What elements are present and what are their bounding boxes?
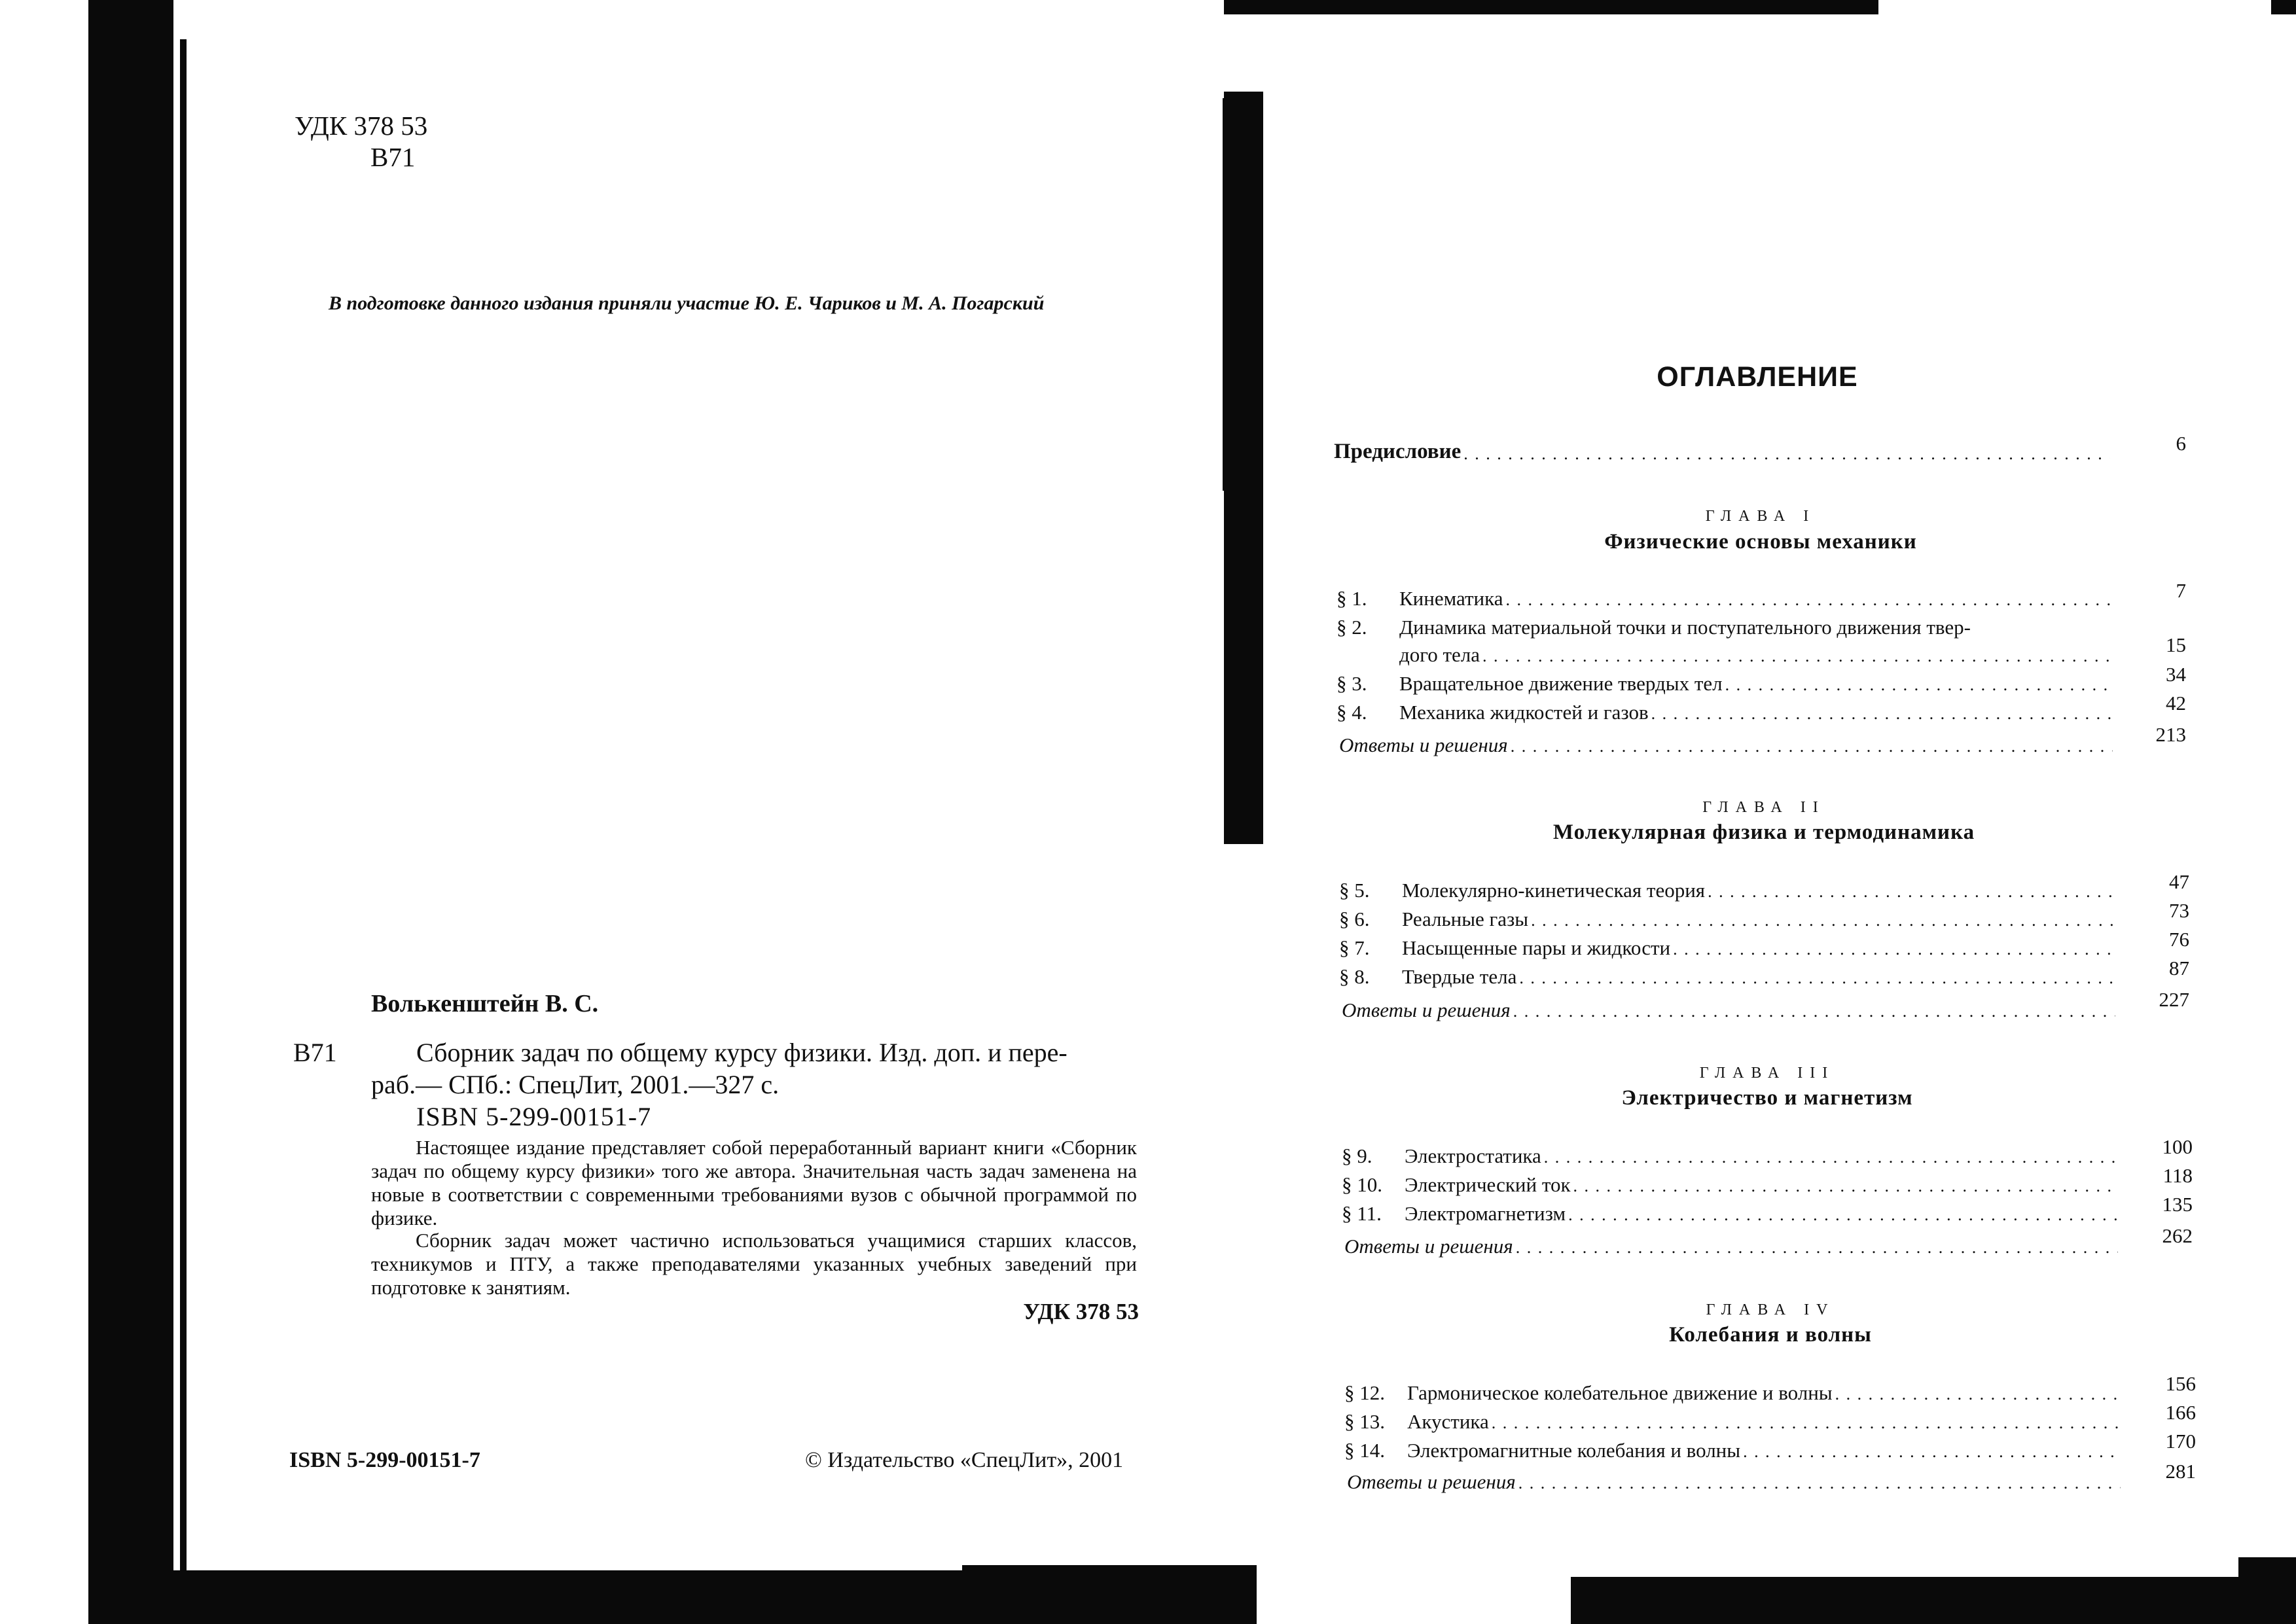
toc-entry-page: 227 (2159, 988, 2189, 1011)
leader-dots (1482, 648, 2113, 665)
toc-entry-label: Электрический ток (1405, 1173, 1571, 1196)
toc-entry-answers[interactable] (1344, 1236, 2121, 1256)
scan-left-edge (0, 0, 88, 1624)
chapter-label: ГЛАВА I (1705, 508, 1816, 525)
scan-gutter-top (1223, 98, 1262, 491)
leader-dots (1835, 1386, 2121, 1403)
toc-entry-label: Предисловие (1334, 440, 1462, 463)
leader-dots (1519, 970, 2115, 987)
toc-entry-label: Насыщенные пары и жидкости (1402, 936, 1671, 959)
toc-entry-label: дого тела (1399, 643, 1480, 666)
toc-entry[interactable] (1344, 1440, 2123, 1460)
toc-entry-page: 281 (2165, 1460, 2196, 1483)
toc-entry-page: 118 (2162, 1164, 2193, 1187)
toc-entry-answers[interactable] (1347, 1472, 2123, 1492)
toc-entry[interactable] (1336, 702, 2115, 722)
leader-dots (1568, 1207, 2118, 1224)
toc-entry-label: Динамика материальной точки и поступательного движения твер- (1399, 616, 1971, 639)
toc-entry-label: Электростатика (1405, 1144, 1541, 1167)
section-number: § 8. (1339, 965, 1370, 988)
toc-entry-label: Ответы и решения (1347, 1470, 1516, 1493)
toc-entry-label: Ответы и решения (1342, 998, 1511, 1021)
toc-entry-page: 7 (2176, 579, 2186, 602)
section-number: § 7. (1339, 936, 1370, 959)
scan-right-edge (2271, 0, 2296, 14)
toc-entry-page: 262 (2162, 1224, 2193, 1247)
abstract-paragraph-1: Настоящее издание представляет собой переработанный вариант книги «Сборник задач по общему курсу физики» того же автора. Значительная часть задач заменена на новые в соответствии с современными требованиями вузов с обычной программой по физике. (371, 1136, 1137, 1229)
toc-entry-page: 170 (2165, 1430, 2196, 1453)
library-code-top: В71 (370, 142, 416, 172)
toc-entry-label: Кинематика (1399, 587, 1503, 610)
toc-entry-continued[interactable] (1399, 644, 2115, 665)
toc-entry[interactable] (1344, 1383, 2123, 1403)
section-number: § 9. (1342, 1144, 1372, 1167)
toc-entry-label: Реальные газы (1402, 908, 1529, 930)
copyright: © Издательство «СпецЛит», 2001 (805, 1448, 1124, 1472)
chapter-title: Электричество и магнетизм (1621, 1086, 1913, 1110)
leader-dots (1544, 1149, 2118, 1166)
chapter-label: ГЛАВА III (1699, 1065, 1835, 1082)
author-name: Волькенштейн В. С. (371, 990, 599, 1017)
scan-bottom-center (962, 1565, 1257, 1624)
toc-title: ОГЛАВЛЕНИЕ (1657, 361, 1858, 393)
toc-entry[interactable] (1336, 673, 2115, 694)
toc-entry-page: 34 (2166, 663, 2186, 686)
toc-entry-answers[interactable] (1339, 735, 2115, 755)
abstract-paragraph-2: Сборник задач может частично использоваться учащимися старших классов, техникумов и ПТУ, а также преподавателями указанных учебных заведений при подготовке к занятиям. (371, 1229, 1137, 1299)
scan-left-inner-line (180, 39, 187, 1583)
chapter-title: Колебания и волны (1669, 1323, 1872, 1347)
section-number: § 12. (1344, 1381, 1385, 1404)
section-number: § 10. (1342, 1173, 1382, 1196)
contributors-note: В подготовке данного издания приняли участие Ю. Е. Чариков и М. А. Погарский (329, 292, 1045, 314)
toc-entry[interactable] (1339, 966, 2118, 987)
toc-entry-label: Ответы и решения (1344, 1235, 1513, 1258)
udk-bottom: УДК 378 53 (1023, 1299, 1139, 1324)
toc-entry[interactable] (1336, 588, 2115, 609)
section-number: § 4. (1336, 701, 1367, 724)
chapter-label: ГЛАВА II (1702, 799, 1825, 816)
toc-entry-page: 47 (2169, 870, 2189, 893)
scan-left-border (88, 0, 173, 1624)
leader-dots (1516, 1239, 2118, 1256)
toc-entry[interactable] (1342, 1146, 2121, 1166)
leader-dots (1573, 1178, 2118, 1195)
section-number: § 2. (1336, 616, 1367, 639)
toc-entry-page: 87 (2169, 957, 2189, 980)
leader-dots (1651, 705, 2113, 722)
section-number: § 1. (1336, 587, 1367, 610)
section-number: § 3. (1336, 672, 1367, 695)
chapter-title: Молекулярная физика и термодинамика (1552, 821, 1975, 844)
leader-dots (1492, 1415, 2121, 1432)
chapter-label: ГЛАВА IV (1706, 1301, 1835, 1318)
leader-dots (1505, 591, 2113, 609)
toc-entry-label: Гармоническое колебательное движение и волны (1407, 1381, 1833, 1404)
leader-dots (1725, 677, 2113, 694)
toc-entry[interactable] (1339, 938, 2118, 958)
toc-entry-label: Акустика (1407, 1410, 1489, 1433)
udk-top: УДК 378 53 (295, 111, 428, 141)
scan-bottom-right (1571, 1577, 2296, 1624)
section-number: § 6. (1339, 908, 1370, 930)
toc-entry-page: 42 (2166, 692, 2186, 715)
toc-entry-page: 76 (2169, 928, 2189, 951)
toc-entry[interactable] (1342, 1203, 2121, 1224)
leader-dots (1511, 738, 2113, 755)
toc-entry[interactable] (1342, 1174, 2121, 1195)
toc-entry-page: 6 (2176, 432, 2186, 455)
toc-entry[interactable] (1344, 1411, 2123, 1432)
library-code: В71 (293, 1038, 337, 1067)
leader-dots (1518, 1475, 2121, 1492)
scan-right-corner (2238, 1557, 2296, 1624)
leader-dots (1743, 1443, 2121, 1460)
leader-dots (1673, 941, 2115, 958)
book-title-line2: раб.— СПб.: СпецЛит, 2001.—327 с. (371, 1070, 780, 1099)
chapter-title: Физические основы механики (1604, 530, 1917, 554)
toc-entry[interactable] (1336, 617, 2115, 637)
toc-entry-label: Твердые тела (1402, 965, 1517, 988)
leader-dots (1531, 912, 2115, 929)
scan-gutter-mid (1230, 641, 1257, 772)
toc-entry-label: Электромагнитные колебания и волны (1407, 1439, 1741, 1462)
isbn-footer: ISBN 5-299-00151-7 (289, 1448, 480, 1472)
toc-entry-page: 73 (2169, 899, 2189, 922)
toc-entry-preface[interactable] (1334, 441, 2113, 463)
leader-dots (1708, 883, 2115, 900)
leader-dots (1463, 446, 2110, 463)
toc-entry-page: 15 (2166, 633, 2186, 656)
section-number: § 11. (1342, 1202, 1382, 1225)
toc-entry-page: 135 (2162, 1193, 2193, 1216)
toc-entry-answers[interactable] (1342, 1000, 2118, 1020)
toc-entry-page: 166 (2165, 1401, 2196, 1424)
book-title-line1: Сборник задач по общему курсу физики. Изд. доп. и пере- (416, 1038, 1067, 1067)
toc-entry-label: Молекулярно-кинетическая теория (1402, 879, 1706, 902)
toc-entry-page: 100 (2162, 1135, 2193, 1158)
toc-entry-label: Вращательное движение твердых тел (1399, 672, 1723, 695)
leader-dots (1513, 1003, 2115, 1020)
section-number: § 13. (1344, 1410, 1385, 1433)
toc-entry[interactable] (1339, 880, 2118, 900)
scan-top-right (1224, 0, 1878, 14)
toc-entry-page: 156 (2165, 1372, 2196, 1395)
toc-entry-label: Электромагнетизм (1405, 1202, 1566, 1225)
section-number: § 14. (1344, 1439, 1385, 1462)
toc-entry[interactable] (1339, 909, 2118, 929)
toc-entry-label: Ответы и решения (1339, 733, 1508, 756)
toc-entry-label: Механика жидкостей и газов (1399, 701, 1649, 724)
section-number: § 5. (1339, 879, 1370, 902)
toc-entry-page: 213 (2155, 723, 2186, 746)
isbn: ISBN 5-299-00151-7 (416, 1102, 652, 1131)
